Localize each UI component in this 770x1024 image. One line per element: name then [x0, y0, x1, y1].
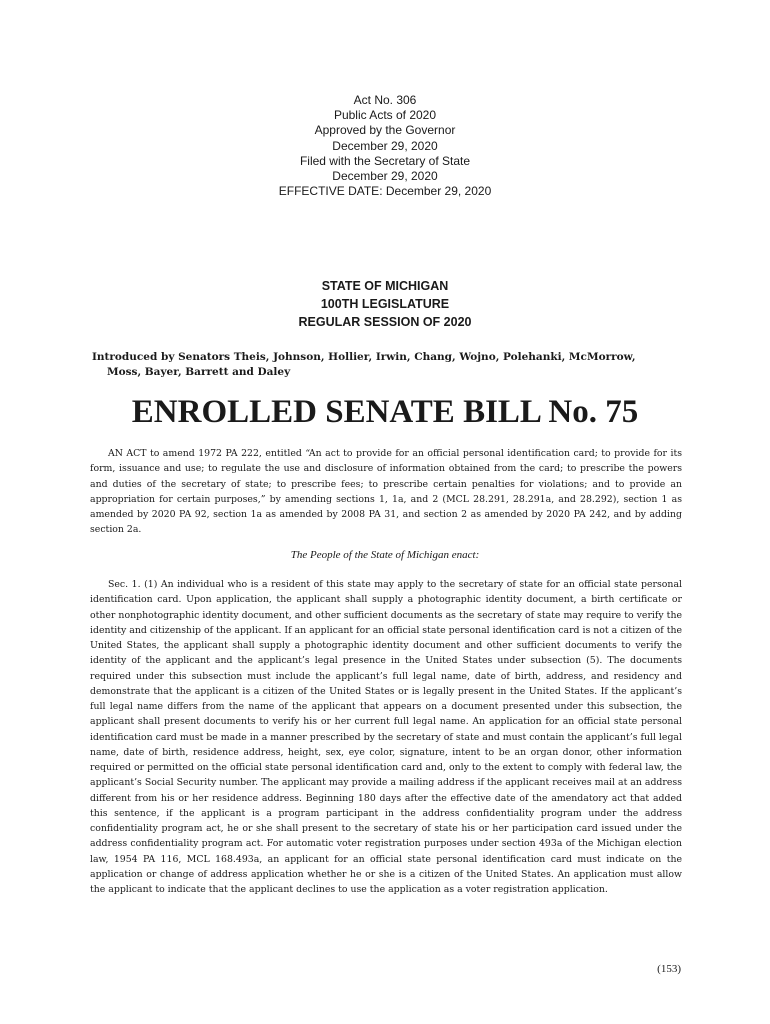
legislature-heading [0, 277, 770, 331]
enacting-clause: The People of the State of Michigan enact: [290, 549, 480, 561]
act-paragraph-block [90, 446, 682, 538]
page-number: (153) [657, 963, 681, 975]
approved-line: Approved by the Governor [314, 123, 456, 138]
filed-line: Filed with the Secretary of State [299, 153, 471, 168]
sponsors-line-2: Moss, Bayer, Barrett and Daley [107, 366, 291, 378]
sponsors-line-1: Introduced by Senators Theis, Johnson, Hollier, Irwin, Chang, Wojno, Polehanki, McMorrow, [92, 351, 636, 363]
state-name: STATE OF MICHIGAN [321, 279, 449, 293]
effective-date: EFFECTIVE DATE: December 29, 2020 [278, 184, 492, 199]
legislature-number: 100TH LEGISLATURE [320, 297, 450, 311]
act-number: Act No. 306 [353, 93, 417, 107]
filed-date: December 29, 2020 [332, 169, 438, 184]
public-acts-year: Public Acts of 2020 [333, 108, 437, 123]
session-name: REGULAR SESSION OF 2020 [298, 315, 472, 329]
approved-date: December 29, 2020 [332, 138, 438, 153]
section-1-paragraph: Sec. 1. (1) An individual who is a resident of this state may apply to the secretary of state for an official state personal identification card. Upon application, the applicant shall supply a photographic identity document, a birth certificate or other nonphotographic identity document, and other sufficient documents as the secretary of state may require to verify the identity and citizenship of the applicant. If an applicant for an official state personal identification card is not a citizen of the United States, the applicant shall supply a photographic identity document and other sufficient documents to verify the identity of the applicant and the applicant’s legal presence in the United States under subsection (5). The documents required under this subsection must include the applicant’s full legal name, date of birth, address, and residency and demonstrate that the applicant is a citizen of the United States or is legally present in the United States. If the applicant’s full legal name differs from the name of the applicant that appears on a document presented under this subsection, the applicant shall present documents to verify his or her current full legal name. An application for an official state personal identification card must be made in a manner prescribed by the secretary of state and must contain the applicant’s full legal name, date of birth, residence address, height, sex, eye color, signature, intent to be an organ donor, other information required or permitted on the official state personal identification card and, only to the extent to comply with federal law, the applicant’s Social Security number. The applicant may provide a mailing address if the applicant receives mail at an address different from his or her residence address. Beginning 180 days after the effective date of the amendatory act that added this sentence, if the applicant is a program participant in the address confidentiality program under the address confidentiality program act, he or she shall present to the secretary of state his or her participation card issued under the address confidentiality program act. For automatic voter registration purposes under section 493a of the Michigan election law, 1954 PA 116, MCL 168.493a, an applicant for an official state personal identification card must indicate on the application or change of address application whether he or she is a citizen of the United States. An application must allow the applicant to indicate that the applicant declines to use the application as a voter registration application. [90, 579, 682, 895]
sponsors [92, 350, 692, 380]
act-header [0, 93, 770, 199]
bill-title: ENROLLED SENATE BILL No. 75 [131, 394, 639, 430]
act-paragraph: AN ACT to amend 1972 PA 222, entitled “An act to provide for an official personal identification card; to provide for its form, issuance and use; to regulate the use and disclosure of information obtained from the card; to prescribe the powers and duties of the secretary of state; to prescribe fees; to prescribe certain penalties for violations; and to provide an appropriation for certain purposes,” by amending sections 1, 1a, and 2 (MCL 28.291, 28.291a, and 28.292), section 1 as amended by 2020 PA 92, section 1a as amended by 2008 PA 31, and section 2 as amended by 2020 PA 242, and by adding section 2a. [90, 448, 682, 536]
section-1-block [90, 577, 682, 897]
